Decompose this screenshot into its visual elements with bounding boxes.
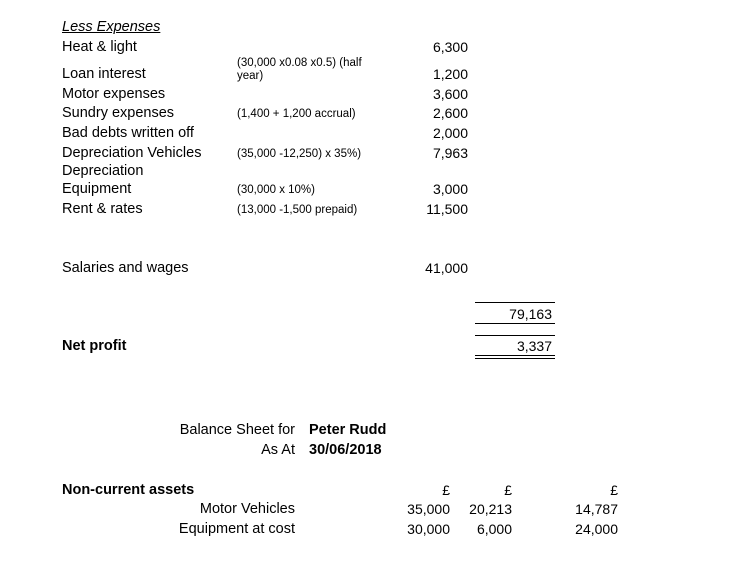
- expense-amount-equipment: 3,000: [432, 181, 468, 197]
- net-profit-double-rule-1: [475, 355, 555, 356]
- currency-header-nbv: £: [610, 482, 618, 498]
- expense-note-equipment: (30,000 x 10%): [237, 184, 315, 196]
- asset-nbv-motor-vehicles: 14,787: [575, 501, 618, 517]
- asset-depreciation-motor-vehicles: 20,213: [469, 501, 512, 517]
- expense-note-loan-interest-cont: year): [237, 70, 264, 82]
- asset-label-equipment: Equipment at cost: [178, 521, 295, 537]
- asset-depreciation-equipment: 6,000: [476, 521, 512, 537]
- expense-amount-bad-debts: 2,000: [432, 125, 468, 141]
- expense-amount-depreciation-vehicles: 7,963: [432, 145, 468, 161]
- currency-header-depreciation: £: [504, 482, 512, 498]
- net-profit-top-rule: [475, 335, 555, 336]
- expense-note-loan-interest: (30,000 x0.08 x0.5) (half: [237, 57, 362, 69]
- expense-label-bad-debts: Bad debts written off: [62, 125, 194, 141]
- expense-amount-motor: 3,600: [432, 86, 468, 102]
- expense-amount-heat-light: 6,300: [432, 39, 468, 55]
- expense-label-heat-light: Heat & light: [62, 39, 137, 55]
- total-bottom-rule: [475, 323, 555, 324]
- expense-label-depreciation: Depreciation: [62, 163, 144, 179]
- expense-label-loan-interest: Loan interest: [62, 66, 146, 82]
- expense-note-sundry: (1,400 + 1,200 accrual): [237, 108, 356, 120]
- expense-label-motor: Motor expenses: [62, 86, 166, 102]
- expense-label-rent-rates: Rent & rates: [62, 201, 143, 217]
- balance-sheet-title-prefix: Balance Sheet for: [179, 422, 295, 438]
- expense-label-depreciation-vehicles: Depreciation Vehicles: [62, 145, 202, 161]
- balance-sheet-date-prefix: As At: [261, 442, 295, 458]
- expense-label-equipment: Equipment: [62, 181, 132, 197]
- balance-sheet-date: 30/06/2018: [309, 442, 382, 458]
- net-profit-double-rule-2: [475, 358, 555, 359]
- expense-amount-loan-interest: 1,200: [432, 66, 468, 82]
- expense-amount-sundry: 2,600: [432, 105, 468, 121]
- asset-nbv-equipment: 24,000: [575, 521, 618, 537]
- expense-note-depreciation-vehicles: (35,000 -12,250) x 35%): [237, 148, 362, 160]
- balance-sheet-owner: Peter Rudd: [309, 422, 387, 438]
- expense-label-sundry: Sundry expenses: [62, 105, 175, 121]
- asset-cost-motor-vehicles: 35,000: [407, 501, 450, 517]
- net-profit-amount: 3,337: [516, 338, 552, 354]
- currency-header-cost: £: [442, 482, 450, 498]
- expense-note-rent-rates: (13,000 -1,500 prepaid): [237, 204, 358, 216]
- expense-label-salaries: Salaries and wages: [62, 260, 189, 276]
- net-profit-label: Net profit: [62, 338, 127, 354]
- expense-amount-salaries: 41,000: [425, 260, 468, 276]
- asset-label-motor-vehicles: Motor Vehicles: [199, 501, 295, 517]
- expenses-total: 79,163: [509, 306, 552, 322]
- total-top-rule: [475, 302, 555, 303]
- expense-amount-rent-rates: 11,500: [426, 201, 468, 217]
- asset-cost-equipment: 30,000: [407, 521, 450, 537]
- expenses-heading: Less Expenses: [62, 19, 161, 35]
- section-non-current-assets: Non-current assets: [62, 482, 195, 498]
